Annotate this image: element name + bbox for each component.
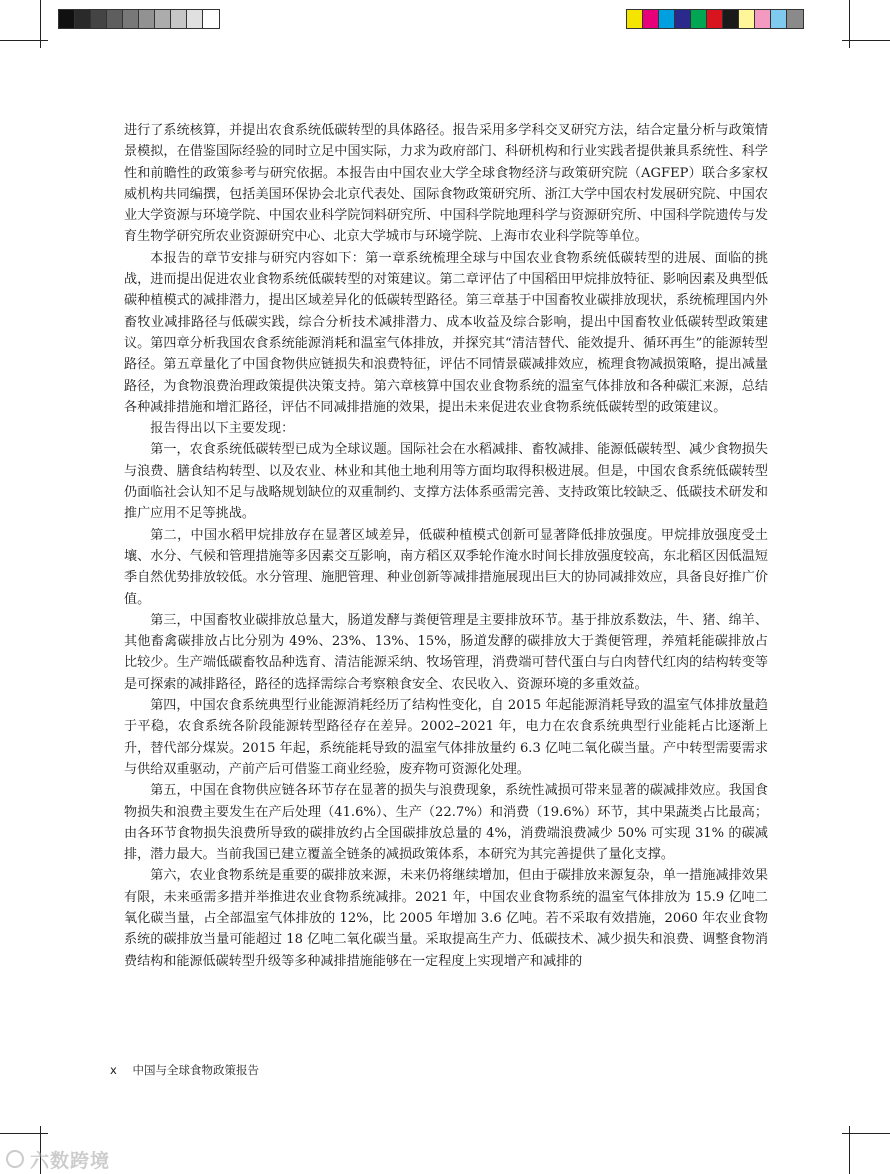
running-title: 中国与全球食物政策报告: [132, 1063, 259, 1077]
color-calibration-bar: [626, 9, 804, 29]
color-swatch-7: [723, 10, 739, 28]
color-swatch-4: [675, 10, 691, 28]
crop-mark-top-right-h: [842, 40, 890, 41]
watermark: [6, 1146, 110, 1173]
grayscale-calibration-bar: [58, 9, 220, 29]
color-swatch-10: [771, 10, 787, 28]
grayscale-swatch-9: [187, 10, 203, 28]
grayscale-swatch-3: [91, 10, 107, 28]
crop-mark-bottom-right-h: [842, 1133, 890, 1134]
paragraph-finding-1: 第一，农食系统低碳转型已成为全球议题。国际社会在水稻减排、畜牧减排、能源低碳转型、减少食物损失与浪费、膳食结构转型、以及农业、林业和其他土地利用等方面均取得积极进展。但是，中国农食系统低碳转型仍面临社会认知不足与战略规划缺位的双重制约、支撑方法体系亟需完善、支持政策比较缺乏、低碳技术研发和推广应用不足等挑战。: [124, 442, 768, 522]
grayscale-swatch-2: [75, 10, 91, 28]
color-swatch-1: [627, 10, 643, 28]
grayscale-swatch-7: [155, 10, 171, 28]
paragraph-finding-3: 第三，中国畜牧业碳排放总量大，肠道发酵与粪便管理是主要排放环节。基于排放系数法，牛、猪、绵羊、其他畜禽碳排放占比分别为 49%、23%、13%、15%，肠道发酵的碳排放大于粪便管理，养殖耗能碳排放占比较少。生产端低碳畜牧品种选育、清洁能源采纳、牧场管理，消费端可替代蛋白与白肉替代红肉的结构转变等是可探索的减排路径，路径的选择需综合考察粮食安全、农民收入、资源环境的多重效益。: [124, 612, 768, 692]
color-swatch-8: [739, 10, 755, 28]
paragraph-finding-2: 第二，中国水稻甲烷排放存在显著区域差异，低碳种植模式创新可显著降低排放强度。甲烷排放强度受土壤、水分、气候和管理措施等多因素交互影响，南方稻区双季轮作淹水时间长排放强度较高，东北稻区因低温短季自然优势排放较低。水分管理、施肥管理、种业创新等减排措施展现出巨大的协同减排效应，具备良好推广价值。: [124, 527, 768, 607]
paragraph-finding-4: 第四，中国农食系统典型行业能源消耗经历了结构性变化，自 2015 年起能源消耗导致的温室气体排放量趋于平稳，农食系统各阶段能源转型路径存在差异。2002–2021 年，电力在农食系统典型行业能耗占比逐渐上升，替代部分煤炭。2015 年起，系统能耗导致的温室气体排放量约 6.3 亿吨二氧化碳当量。产中转型需要需求与供给双重驱动，产前产后可借鉴工商业经验，废弃物可资源化处理。: [124, 698, 768, 777]
color-swatch-2: [643, 10, 659, 28]
watermark-logo-icon: [6, 1150, 24, 1168]
crop-mark-top-left-h: [0, 40, 48, 41]
paragraph-finding-6: 第六，农业食物系统是重要的碳排放来源，未来仍将继续增加，但由于碳排放来源复杂，单一措施减排效果有限，未来亟需多措并举推进农业食物系统减排。2021 年，中国农业食物系统的温室气体排放为 15.9 亿吨二氧化碳当量，占全部温室气体排放的 12%，比 2005 年增加 3.6 亿吨。若不采取有效措施，2060 年农业食物系统的碳排放当量可能超过 18 亿吨二氧化碳当量。采取提高生产力、低碳技术、减少损失和浪费、调整食物消费结构和能源低碳转型升级等多种减排措施能够在一定程度上实现增产和减排的: [124, 868, 768, 969]
body-text: [124, 120, 768, 972]
grayscale-swatch-5: [123, 10, 139, 28]
page-footer: [110, 1062, 259, 1078]
grayscale-swatch-10: [203, 10, 219, 28]
page-number: x: [110, 1063, 117, 1077]
color-swatch-11: [787, 10, 803, 28]
watermark-text: 六数跨境: [30, 1150, 111, 1172]
grayscale-swatch-4: [107, 10, 123, 28]
paragraph-finding-5: 第五，中国在食物供应链各环节存在显著的损失与浪费现象，系统性减损可带来显著的碳减排效应。我国食物损失和浪费主要发生在产后处理（41.6%）、生产（22.7%）和消费（19.6%）环节，其中果蔬类占比最高；由各环节食物损失浪费所导致的碳排放约占全国碳排放总量的 4%，消费端浪费减少 50% 可实现 31% 的碳减排，潜力最大。当前我国已建立覆盖全链条的减损政策体系，本研究为其完善提供了量化支撑。: [124, 783, 768, 863]
color-swatch-5: [691, 10, 707, 28]
grayscale-swatch-8: [171, 10, 187, 28]
grayscale-swatch-1: [59, 10, 75, 28]
color-swatch-3: [659, 10, 675, 28]
crop-mark-bottom-left-h: [0, 1133, 48, 1134]
grayscale-swatch-6: [139, 10, 155, 28]
color-swatch-9: [755, 10, 771, 28]
color-swatch-6: [707, 10, 723, 28]
paragraph-findings-intro: 报告得出以下主要发现：: [150, 421, 295, 437]
paragraph-chapter-outline: 本报告的章节安排与研究内容如下：第一章系统梳理全球与中国农业食物系统低碳转型的进展、面临的挑战，进而提出促进农业食物系统低碳转型的对策建议。第二章评估了中国稻田甲烷排放特征、影响因素及典型低碳种植模式的减排潜力，提出区域差异化的低碳转型路径。第三章基于中国畜牧业碳排放现状，系统梳理国内外畜牧业减排路径与低碳实践，综合分析技术减排潜力、成本收益及综合影响，提出中国畜牧业低碳转型政策建议。第四章分析我国农食系统能源消耗和温室气体排放，并探究其“清洁替代、能效提升、循环再生”的能源转型路径。第五章量化了中国食物供应链损失和浪费特征，评估不同情景碳减排效应，梳理食物减损策略，提出减量路径，为食物浪费治理政策提供决策支持。第六章核算中国农业食物系统的温室气体排放和各种碳汇来源，总结各种减排措施和增汇路径，评估不同减排措施的效果，提出未来促进农业食物系统低碳转型的政策建议。: [124, 250, 768, 415]
paragraph-continuation: 进行了系统核算，并提出农食系统低碳转型的具体路径。报告采用多学科交叉研究方法，结合定量分析与政策情景模拟，在借鉴国际经验的同时立足中国实际，力求为政府部门、科研机构和行业实践者提供兼具系统性、科学性和前瞻性的政策参考与研究依据。本报告由中国农业大学全球食物经济与政策研究院（AGFEP）联合多家权威机构共同编撰，包括美国环保协会北京代表处、国际食物政策研究所、浙江大学中国农村发展研究院、中国农业大学资源与环境学院、中国农业科学院饲料研究所、中国科学院地理科学与资源研究所、中国科学院遗传与发育生物学研究所农业资源研究中心、北京大学城市与环境学院、上海市农业科学院等单位。: [124, 123, 768, 245]
